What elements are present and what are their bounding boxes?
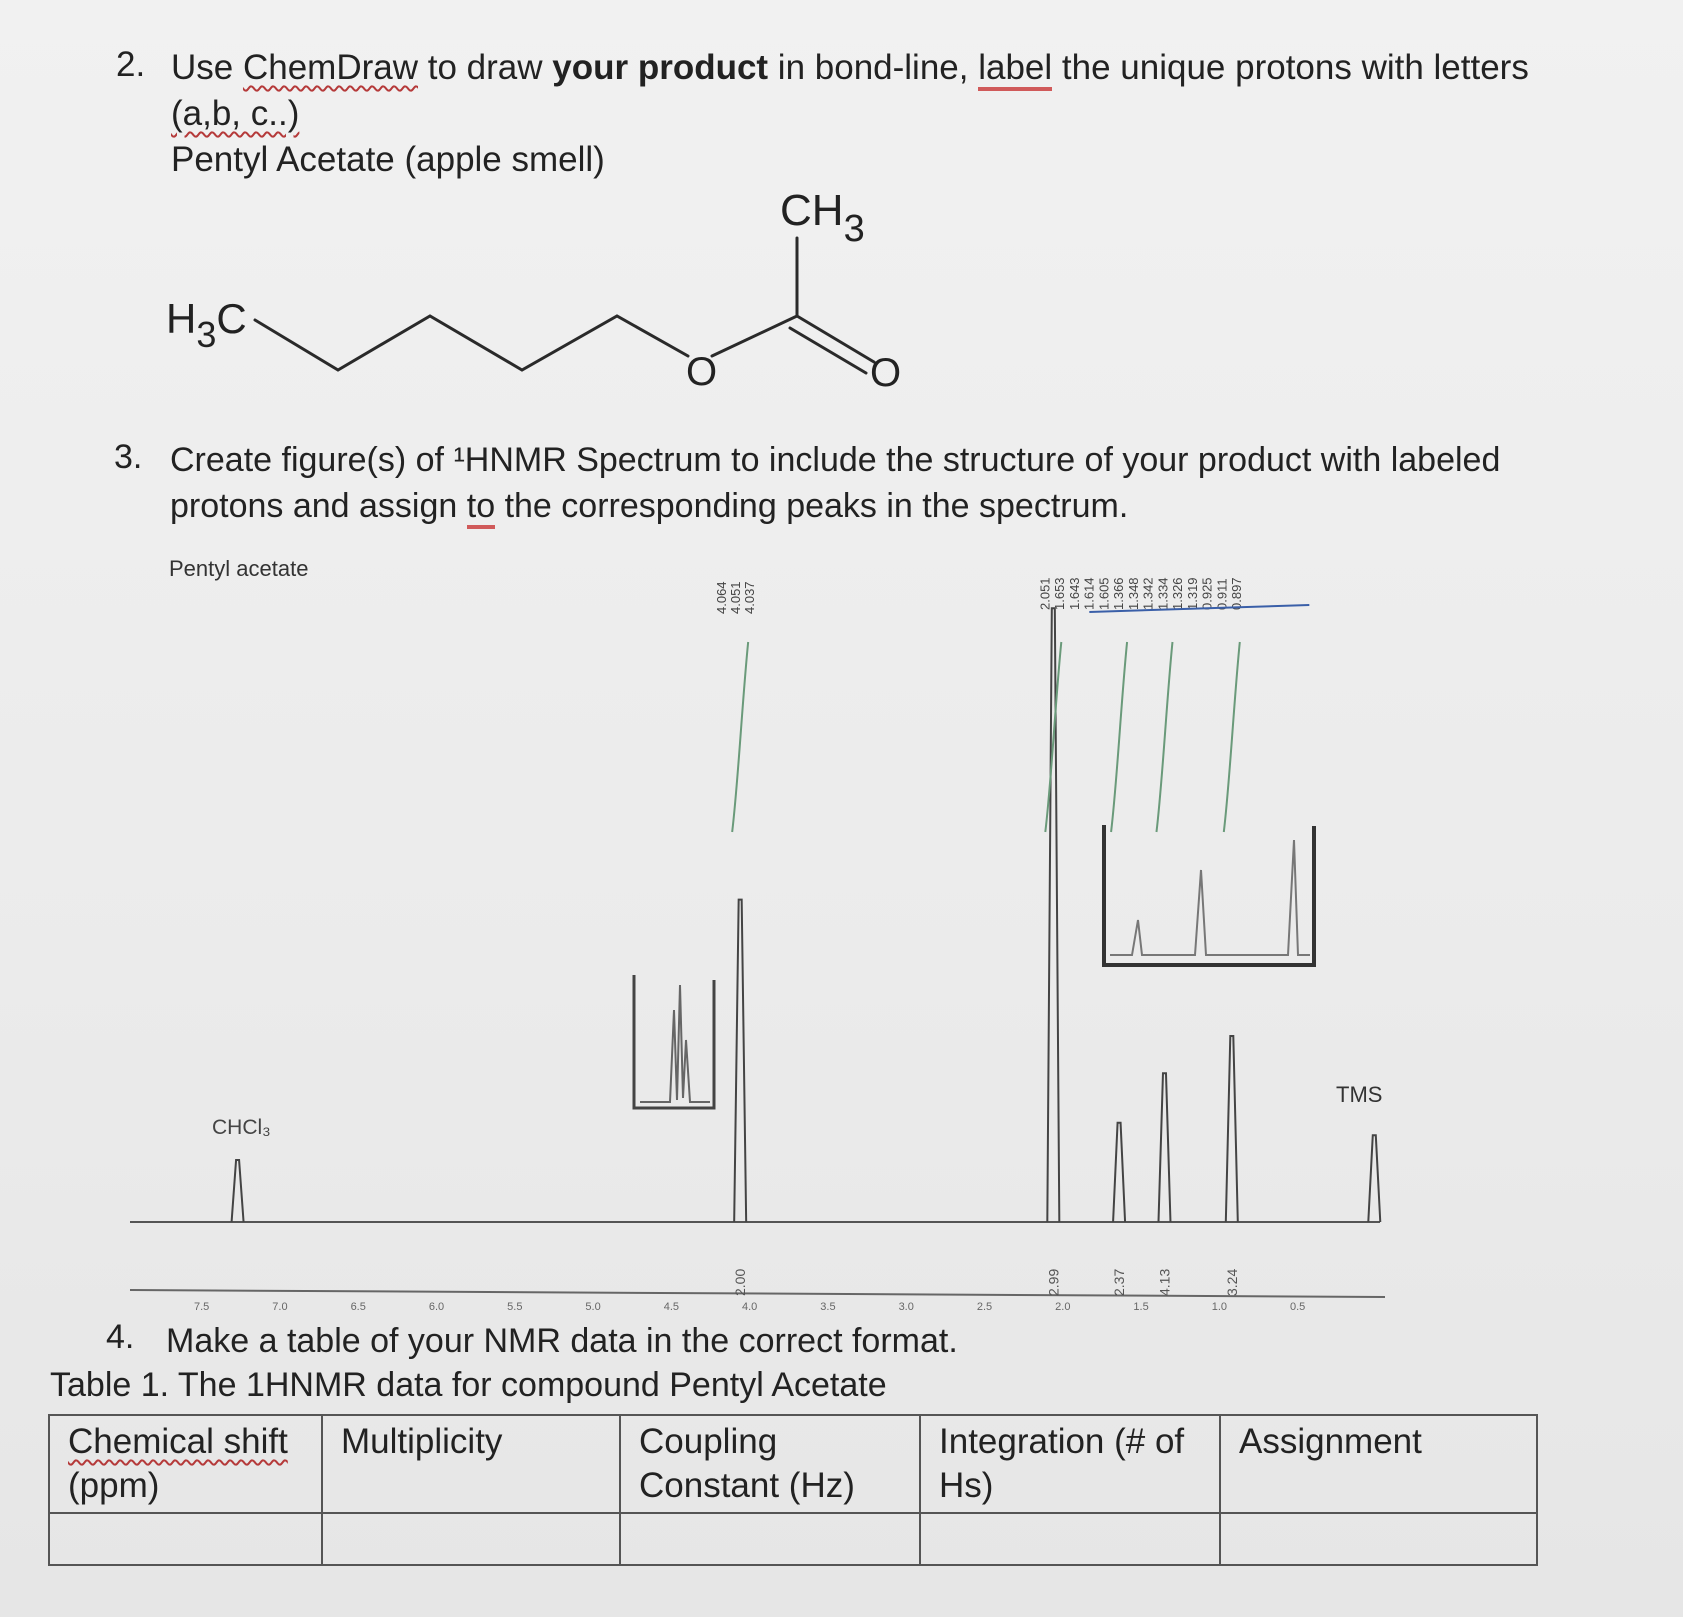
x-tick-label: 2.5 xyxy=(976,1301,993,1313)
peak-shift-label: 0.925 xyxy=(1199,577,1215,610)
peak-shift-label: 1.342 xyxy=(1140,577,1156,610)
integration-curve xyxy=(732,642,748,832)
x-tick-label: 1.5 xyxy=(1133,1301,1149,1313)
q2-text: to draw xyxy=(418,48,553,87)
integration-value: 4.13 xyxy=(1156,1268,1173,1296)
inset-box-quartet xyxy=(634,975,714,1108)
table-cell[interactable] xyxy=(920,1513,1220,1565)
header-integration: Integration (# of Hs) xyxy=(920,1415,1220,1513)
table-cell[interactable] xyxy=(49,1513,322,1565)
integration-curve xyxy=(1224,642,1240,832)
integration-value: 3.24 xyxy=(1223,1268,1240,1296)
integration-curves xyxy=(732,642,1240,1296)
peak-shift-label: 2.051 xyxy=(1037,577,1053,610)
q3-text: protons and assign xyxy=(170,487,467,525)
integration-value: 2.00 xyxy=(732,1268,749,1296)
peak-shift-label: 0.911 xyxy=(1214,578,1230,610)
q2-bold-text: your product xyxy=(552,48,769,87)
header-coupling-constant: Coupling Constant (Hz) xyxy=(620,1415,920,1513)
x-tick-label: 4.0 xyxy=(742,1301,758,1313)
x-tick-label: 2.0 xyxy=(1055,1301,1071,1313)
table-cell[interactable] xyxy=(620,1513,920,1565)
peak-shift-label: 1.653 xyxy=(1052,577,1068,610)
nmr-peak xyxy=(232,1160,244,1222)
peak-label-group-1 xyxy=(714,581,757,614)
nmr-peak xyxy=(1226,1036,1238,1222)
header-multiplicity: Multiplicity xyxy=(322,1415,620,1513)
nmr-peak xyxy=(1047,608,1059,1222)
nmr-peak xyxy=(1368,1135,1380,1222)
q3-to-word: to xyxy=(467,487,495,529)
q2-text: Use xyxy=(171,48,243,87)
q3-text: the corresponding peaks in the spectrum. xyxy=(495,487,1129,525)
integration-curve xyxy=(1045,642,1061,832)
integration-curve xyxy=(1156,642,1172,832)
inset-quartet-signal xyxy=(640,985,710,1102)
ch3-label: CH3 xyxy=(780,186,865,250)
header-assignment: Assignment xyxy=(1220,1415,1537,1513)
x-tick-label: 6.0 xyxy=(428,1301,445,1313)
peak-shift-label: 1.605 xyxy=(1096,577,1112,610)
peak-shift-label: 1.348 xyxy=(1125,577,1141,610)
inset-box-aliphatic xyxy=(1104,825,1314,965)
x-tick-label: 7.5 xyxy=(194,1301,210,1313)
q2-text: the unique protons with letters xyxy=(1052,48,1529,87)
peak-shift-label: 1.614 xyxy=(1081,577,1097,610)
ester-oxygen-label: O xyxy=(686,350,718,394)
header-chemical-shift: Chemical shift (ppm) xyxy=(49,1415,322,1513)
peak-shift-label: 4.064 xyxy=(714,581,730,614)
x-tick-label: 3.5 xyxy=(820,1301,836,1313)
peak-shift-label: 4.037 xyxy=(742,581,758,614)
q2-text: in bond-line, xyxy=(768,48,979,87)
x-axis-ticks xyxy=(194,1301,1305,1313)
table-cell[interactable] xyxy=(322,1513,620,1565)
peak-shift-label: 4.051 xyxy=(728,581,744,614)
nmr-peaks xyxy=(232,608,1381,1222)
table-cell[interactable] xyxy=(1220,1513,1537,1565)
table-row xyxy=(49,1513,1537,1565)
question-4-number: 4. xyxy=(106,1318,135,1356)
x-tick-label: 7.0 xyxy=(272,1301,288,1313)
x-tick-label: 6.5 xyxy=(350,1301,366,1313)
peak-shift-label: 1.643 xyxy=(1066,577,1082,610)
spectrum-title: Pentyl acetate xyxy=(169,556,309,581)
question-2-line3: Pentyl Acetate (apple smell) xyxy=(171,140,605,179)
peak-shift-label: 0.897 xyxy=(1229,577,1245,610)
x-tick-label: 4.5 xyxy=(663,1301,680,1313)
nmr-peak xyxy=(734,900,746,1222)
peak-shift-label: 1.326 xyxy=(1170,577,1186,610)
q2-chemdraw-word: ChemDraw xyxy=(242,48,419,87)
question-2-number: 2. xyxy=(116,45,146,84)
peak-label-group-2 xyxy=(1037,577,1309,612)
peak-shift-label: 1.319 xyxy=(1184,577,1200,610)
x-tick-label: 1.0 xyxy=(1211,1301,1228,1313)
integration-value: 2.37 xyxy=(1111,1268,1128,1296)
x-tick-label: 5.0 xyxy=(585,1301,601,1313)
peak-shift-label: 1.366 xyxy=(1111,577,1127,610)
chcl3-label: CHCl₃ xyxy=(212,1116,271,1139)
x-axis-line xyxy=(130,1290,1385,1297)
integration-curve xyxy=(1111,642,1127,832)
q2-label-word: label xyxy=(978,48,1052,91)
carbonyl-oxygen-label: O xyxy=(870,351,902,395)
table-header-row xyxy=(49,1415,1537,1513)
integration-value: 2.99 xyxy=(1045,1268,1062,1296)
peak-shift-label: 1.334 xyxy=(1155,577,1171,610)
question-4-text: Make a table of your NMR data in the correct format. xyxy=(166,1322,958,1360)
x-tick-label: 0.5 xyxy=(1290,1301,1306,1313)
question-3-line1: Create figure(s) of ¹HNMR Spectrum to include the structure of your product with labeled xyxy=(170,441,1501,479)
question-3-number: 3. xyxy=(114,438,143,476)
tms-label: TMS xyxy=(1336,1082,1383,1107)
nmr-data-table xyxy=(48,1414,1538,1566)
nmr-peak xyxy=(1158,1073,1170,1222)
h3c-label: H3C xyxy=(166,295,247,355)
q2-letters: (a,b, c..) xyxy=(171,94,300,133)
nmr-peak xyxy=(1113,1123,1125,1222)
inset-aliphatic-signal xyxy=(1110,840,1310,955)
x-tick-label: 3.0 xyxy=(898,1301,914,1313)
table-caption: Table 1. The 1HNMR data for compound Pentyl Acetate xyxy=(50,1366,887,1404)
x-tick-label: 5.5 xyxy=(507,1301,523,1313)
